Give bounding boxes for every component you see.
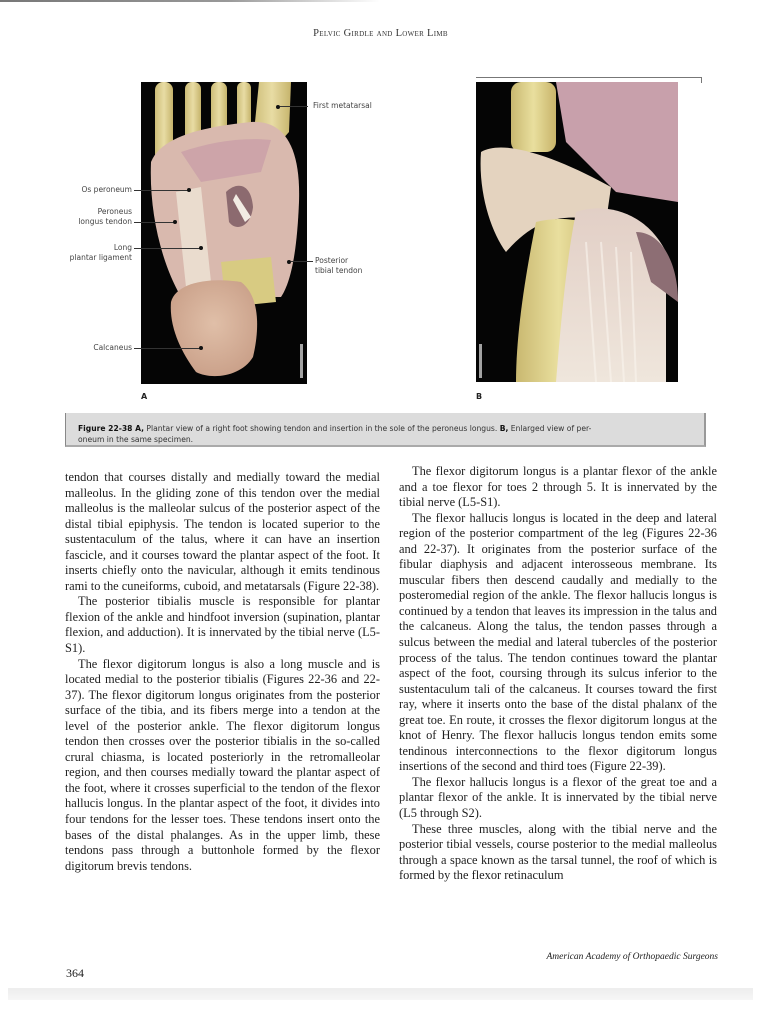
label-first-metatarsal: First metatarsal <box>313 101 372 110</box>
leader-line <box>134 348 200 349</box>
label-peroneus-longus-tendon <box>50 207 132 226</box>
paragraph: The flexor hallucis longus is located in the deep and lateral region of the posterior compartment of the leg (Figures 22-36 and 22-37). It originates from the posterior surface of the fibular diaphysis and adjacent interosseous membrane. Its muscular fibers then descend caudally and medially to the posteromedial region of the ankle. The flexor hallucis longus is continued by a tendon that leaves its impression in the talus and the calcaneus. Along the talus, the tendon passes through a sulcus between the medial and lateral tubercles of the posterior process of the talus. The tendon continues toward the plantar aspect of the foot, coursing through its sulcus inferior to the sustentaculum tali of the calcaneus. It courses toward the first ray, where it inserts onto the base of the distal phalanx of the great toe. En route, it crosses the flexor digitorum longus at the knot of Henry. The flexor hallucis longus tendon emits some tendinous interconnections to the flexor digitorum longus insertions of the second and third toes (Figure 22-39). <box>399 510 717 774</box>
label-os-peroneum: Os peroneum <box>81 185 132 194</box>
paragraph: The flexor digitorum longus is also a long muscle and is located medial to the posterior tibialis (Figures 22-36 and 22-37). The flexor digitorum longus originates from the posterior surface of the tibia, and its fibers merge into a tendon at the level of the posterior ankle. The flexor digitorum longus tendon then crosses over the posterior tibialis in the so-called crural chiasma, is located posteriorly in the retromalleolar region, and then courses medially toward the plantar aspect of the foot, where it crosses superficial to the tendon of the flexor hallucis longus. In the plantar aspect of the foot, it divides into four tendons for the lesser toes. These tendons insert onto the bases of the distal phalanges. As in the upper limb, these tendons pass through a buttonhole formed by the flexor digitorum brevis tendons. <box>65 656 380 873</box>
label-long-plantar-ligament <box>50 243 132 262</box>
label-line: Posterior <box>315 256 349 265</box>
marker-dot <box>187 188 191 192</box>
caption-line-1 <box>78 423 694 434</box>
caption-text-b: Enlarged view of per- <box>508 424 592 433</box>
body-column-right <box>399 464 717 884</box>
paragraph: tendon that courses distally and medially toward the medial malleolus. In the gliding zone of this tendon over the medial malleolus is the malleolar sulcus of the posterior aspect of the distal tibial epiphysis. The tendon is located superior to the sustentaculum of the talus, where it can have an insertion fascicle, and it courses toward the plantar aspect of the foot. It inserts chiefly onto the navicular, although it emits tendinous rami to the cuneiforms, cuboid, and metatarsals (Figure 22-38). <box>65 470 380 593</box>
peroneum-closeup-illustration <box>476 82 678 382</box>
caption-label-a: Figure 22-38 A, <box>78 424 145 433</box>
figure-b-rule <box>476 77 702 78</box>
label-line: tibial tendon <box>315 265 363 275</box>
paragraph: The flexor hallucis longus is a flexor of the great toe and a plantar flexor of the ankle. It is innervated by the tibial nerve (L5 through S2). <box>399 774 717 821</box>
leader-line <box>134 222 174 223</box>
figure-b-rule-end <box>701 77 702 83</box>
leader-line <box>291 261 313 262</box>
page-edge-shadow <box>0 0 380 2</box>
page-number: 364 <box>66 966 84 980</box>
foot-plantar-illustration <box>141 82 307 384</box>
page-bottom-edge <box>8 988 753 1000</box>
leader-line <box>280 106 308 107</box>
paragraph: The flexor digitorum longus is a plantar flexor of the ankle and a toe flexor for toes 2 through 5. It is innervated by the tibial nerve (L5-S1). <box>399 464 717 510</box>
paragraph: The posterior tibialis muscle is responsible for plantar flexion of the ankle and hindfoot inversion (supination, plantar flexion, and adduction). It is innervated by the tibial nerve (L5-S1). <box>65 594 380 656</box>
label-calcaneus: Calcaneus <box>93 343 132 352</box>
caption-text-a: Plantar view of a right foot showing tendon and insertion in the sole of the peroneus longus. <box>144 424 500 433</box>
marker-dot <box>173 220 177 224</box>
marker-dot <box>199 246 203 250</box>
leader-line <box>134 190 188 191</box>
running-head: Pelvic Girdle and Lower Limb <box>313 28 448 39</box>
label-line: plantar ligament <box>69 252 132 262</box>
figure-b-photo <box>476 82 678 382</box>
publisher-credit: American Academy of Orthopaedic Surgeons <box>546 952 718 962</box>
photo-credit-mark <box>479 344 482 378</box>
label-line: Peroneus <box>97 207 132 216</box>
body-column-left <box>65 470 380 874</box>
figure-a-photo <box>141 82 307 384</box>
paragraph: These three muscles, along with the tibial nerve and the posterior tibial vessels, course posterior to the medial malleolus through a space known as the tarsal tunnel, the roof of which is formed by the flexor retinaculum <box>399 821 717 883</box>
panel-letter-a: A <box>141 392 148 401</box>
photo-credit-mark <box>300 344 303 378</box>
label-line: longus tendon <box>78 216 132 226</box>
marker-dot <box>199 346 203 350</box>
panel-letter-b: B <box>476 392 483 401</box>
leader-line <box>134 248 200 249</box>
label-line: Long <box>113 243 132 252</box>
label-posterior-tibial-tendon <box>315 256 362 275</box>
caption-line-2: oneum in the same specimen. <box>78 435 194 444</box>
figure-caption <box>65 413 706 447</box>
caption-label-b: B, <box>499 424 509 433</box>
